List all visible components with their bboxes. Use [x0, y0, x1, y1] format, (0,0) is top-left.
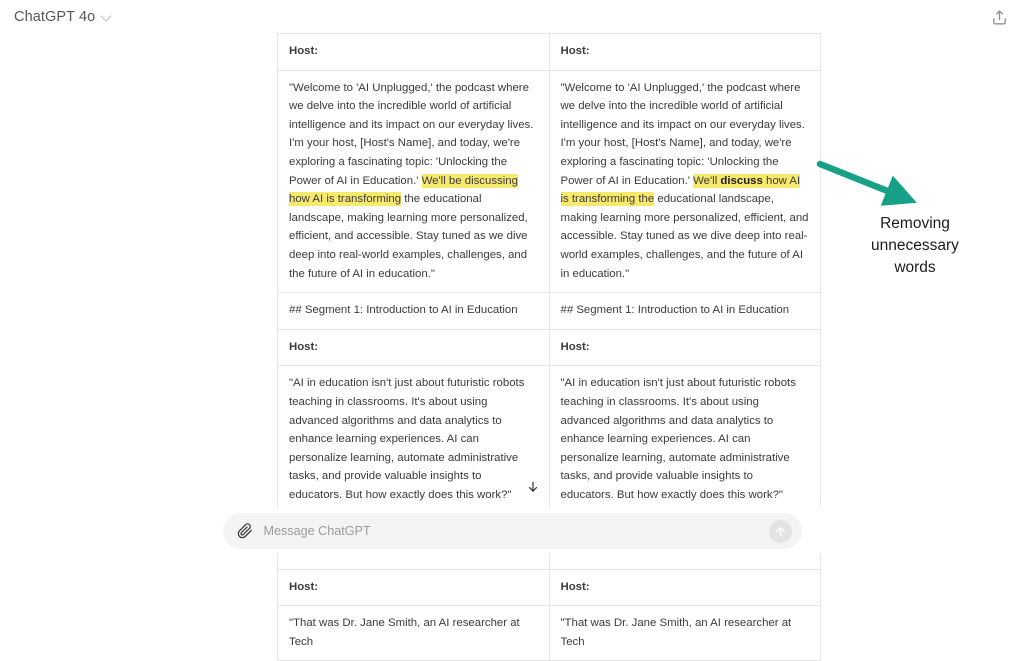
- table-cell-left: "That was Dr. Jane Smith, an AI researcher at Tech: [278, 606, 550, 661]
- paragraph-text-post: the educational landscape, making learning more personalized, efficient, and accessible. Stay tuned as we dive deep into real-world examples, challenges, and the future of AI in education.": [289, 193, 528, 280]
- table-row: [278, 606, 821, 661]
- annotation-caption-line-1: Removing: [880, 215, 950, 232]
- comparison-table-container: [277, 33, 820, 661]
- paragraph-text-post: educational landscape, making learning more personalized, efficient, and accessible. Stay tuned as we dive deep into real-world examples, challenges, and the future of AI in education.": [560, 193, 809, 280]
- share-button[interactable]: [986, 4, 1012, 30]
- table-cell-right: "AI in education isn't just about futuristic robots teaching in classrooms. It's about using advanced algorithms and data analytics to enhance learning experiences. AI can personalize learning, automate administrative tasks, and provide valuable insights to educators. But how exactly does this work?": [549, 366, 821, 514]
- table-row: [278, 329, 821, 366]
- table-cell-right: "That was Dr. Jane Smith, an AI researcher at Tech: [549, 606, 821, 661]
- table-row: [278, 293, 821, 330]
- paragraph-text-pre: "Welcome to 'AI Unplugged,' the podcast where we delve into the incredible world of artificial intelligence and its impact on our everyday lives. I'm your host, [Host's Name], and today, we're exploring a fascinating topic: 'Unlocking the Power of AI in Education.': [560, 81, 805, 187]
- share-upload-icon: [991, 9, 1008, 26]
- table-cell-right: Host:: [549, 569, 821, 606]
- paperclip-icon: [237, 523, 253, 539]
- annotation-arrow: [812, 152, 922, 214]
- attach-file-button[interactable]: [235, 521, 255, 541]
- model-name-label: ChatGPT 4o: [14, 8, 96, 25]
- table-cell-right: Host:: [549, 34, 821, 71]
- table-cell-left: "AI in education isn't just about futuristic robots teaching in classrooms. It's about using advanced algorithms and data analytics to enhance learning experiences. AI can personalize learning, automate administrative tasks, and provide valuable insights to educators. But how exactly does this work?": [278, 366, 550, 514]
- table-cell-left: [278, 70, 550, 293]
- top-bar: [0, 0, 1024, 33]
- model-selector-button[interactable]: [8, 6, 118, 28]
- table-cell-right: Host:: [549, 329, 821, 366]
- table-cell-left: Host:: [278, 34, 550, 71]
- arrow-up-icon: [774, 525, 787, 538]
- table-cell-left: Host:: [278, 329, 550, 366]
- table-cell-right: ## Segment 1: Introduction to AI in Education: [549, 293, 821, 330]
- table-cell-right: [549, 70, 821, 293]
- highlight-part-a: We'll: [693, 174, 721, 187]
- paragraph-text-pre: "Welcome to 'AI Unplugged,' the podcast where we delve into the incredible world of artificial intelligence and its impact on our everyday lives. I'm your host, [Host's Name], and today, we're exploring a fascinating topic: 'Unlocking the Power of AI in Education.': [289, 81, 534, 187]
- scroll-to-bottom-button[interactable]: [524, 478, 542, 496]
- arrow-down-right-icon: [812, 152, 922, 214]
- message-input[interactable]: [264, 524, 769, 538]
- table-row: [278, 70, 821, 293]
- annotation-caption-line-3: words: [894, 259, 936, 276]
- table-row: [278, 34, 821, 71]
- table-row: [278, 366, 821, 514]
- message-composer[interactable]: [223, 513, 802, 549]
- table-row: [278, 569, 821, 606]
- send-message-button[interactable]: [769, 520, 792, 543]
- highlight-part-b: how AI is transforming the: [560, 174, 801, 206]
- annotation-caption-line-2: unnecessary: [871, 237, 959, 254]
- comparison-table: [277, 33, 821, 661]
- highlight-bold-word: discuss: [720, 174, 763, 187]
- highlighted-text: We'll be discussing how AI is transforming: [289, 174, 518, 206]
- composer-area: [0, 508, 1024, 554]
- arrow-down-icon: [526, 480, 540, 494]
- chevron-down-icon: [101, 11, 112, 22]
- table-cell-left: ## Segment 1: Introduction to AI in Education: [278, 293, 550, 330]
- table-cell-left: Host:: [278, 569, 550, 606]
- annotation-caption: [840, 213, 990, 279]
